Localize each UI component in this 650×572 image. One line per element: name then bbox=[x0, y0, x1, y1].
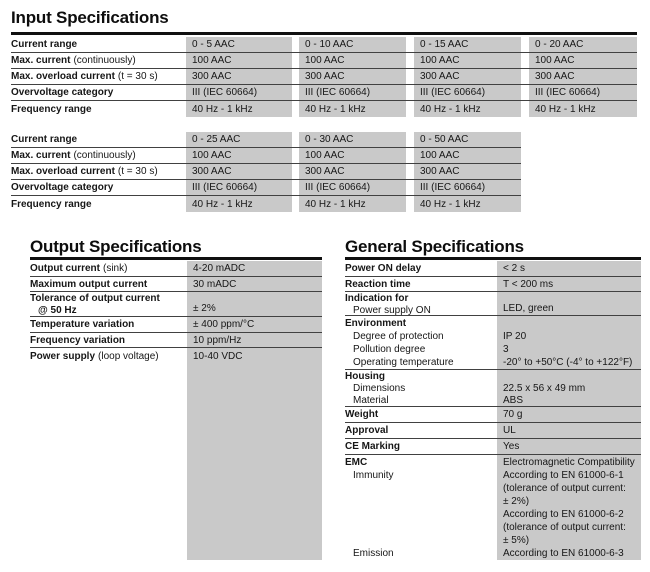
cell-value: ± 400 ppm/°C bbox=[193, 319, 255, 330]
cell-value: 0 - 5 AAC bbox=[186, 37, 292, 52]
row-group-heading: Environment bbox=[345, 318, 407, 329]
cell-value: ± 5%) bbox=[503, 535, 530, 546]
table-row bbox=[11, 53, 637, 69]
output-title-rule bbox=[30, 257, 322, 260]
cell-value: 100 AAC bbox=[292, 53, 406, 68]
cell-value-blank bbox=[503, 317, 641, 330]
cell-value: UL bbox=[503, 425, 516, 436]
row-label bbox=[30, 292, 187, 317]
cell-value: 300 AAC bbox=[186, 69, 292, 84]
cell-value: 0 - 30 AAC bbox=[292, 132, 406, 147]
table-row bbox=[345, 439, 641, 455]
cell-value: 30 mADC bbox=[193, 278, 237, 290]
cell-value: 0 - 20 AAC bbox=[521, 37, 637, 52]
cell-value: 100 AAC bbox=[186, 53, 292, 68]
table-row bbox=[345, 261, 641, 277]
cell-value: 300 AAC bbox=[292, 164, 406, 179]
cell-value: 70 g bbox=[503, 409, 523, 420]
table-row bbox=[30, 277, 322, 292]
table-row bbox=[11, 69, 637, 85]
table-row bbox=[11, 148, 521, 164]
cell-value: IP 20 bbox=[503, 331, 527, 342]
row-label: Power ON delay bbox=[345, 263, 422, 274]
row-label-bold: Temperature variation bbox=[30, 319, 135, 330]
cell-value: According to EN 61000-6-3 bbox=[503, 548, 624, 559]
row-label: CE Marking bbox=[345, 441, 401, 452]
row-label-bold: Frequency range bbox=[11, 198, 92, 210]
row-label bbox=[345, 316, 497, 369]
table-row bbox=[30, 317, 322, 333]
row-label-line2: @ 50 Hz bbox=[38, 305, 77, 316]
cell-value: 100 AAC bbox=[292, 148, 406, 163]
row-label bbox=[11, 69, 186, 84]
cell-value: 40 Hz - 1 kHz bbox=[521, 101, 637, 117]
row-label bbox=[11, 37, 186, 52]
row-sub-label: Dimensions bbox=[353, 383, 406, 394]
row-label-bold: Overvoltage category bbox=[11, 87, 114, 98]
row-label-blank bbox=[345, 482, 497, 495]
table-row bbox=[30, 292, 322, 317]
row-label bbox=[30, 277, 187, 291]
general-specifications-section bbox=[345, 237, 641, 560]
row-label: Reaction time bbox=[345, 278, 411, 290]
row-label bbox=[30, 333, 187, 347]
row-label bbox=[11, 180, 186, 195]
row-label-blank bbox=[345, 495, 497, 508]
row-label: Weight bbox=[345, 409, 379, 420]
row-label-blank bbox=[345, 521, 497, 534]
cell-value: 0 - 25 AAC bbox=[186, 132, 292, 147]
cell-value-blank bbox=[503, 371, 641, 383]
cell-value: -20° to +50°C (-4° to +122°F) bbox=[503, 357, 633, 368]
row-sub-label: Material bbox=[353, 395, 389, 406]
row-label bbox=[345, 455, 497, 560]
row-label bbox=[30, 261, 187, 276]
row-label-note: (t = 30 s) bbox=[117, 71, 158, 82]
cell-value: 300 AAC bbox=[406, 69, 521, 84]
row-label bbox=[345, 292, 497, 317]
row-label bbox=[11, 148, 186, 163]
cell-value: 100 AAC bbox=[406, 53, 521, 68]
output-specifications-title: Output Specifications bbox=[30, 237, 202, 256]
row-label bbox=[11, 196, 186, 212]
row-label bbox=[11, 53, 186, 68]
row-label-bold: Frequency variation bbox=[30, 334, 126, 346]
row-label: Approval bbox=[345, 425, 389, 436]
row-label bbox=[30, 348, 187, 364]
input-specifications-title: Input Specifications bbox=[11, 8, 169, 27]
cell-value: ± 2% bbox=[193, 303, 216, 314]
cell-value: < 2 s bbox=[503, 263, 525, 274]
row-sub-label: Degree of protection bbox=[353, 331, 444, 342]
output-specifications-section bbox=[30, 237, 322, 560]
cell-value: III (IEC 60664) bbox=[186, 180, 292, 195]
table-row bbox=[30, 348, 322, 364]
table-row bbox=[11, 132, 521, 148]
row-group-heading: EMC bbox=[345, 457, 368, 468]
table-row bbox=[11, 196, 521, 212]
input-specifications-section bbox=[11, 8, 637, 212]
cell-value: 0 - 50 AAC bbox=[406, 132, 521, 147]
table-row bbox=[11, 164, 521, 180]
row-label-line1: Tolerance of output current bbox=[30, 293, 160, 304]
cell-value: 3 bbox=[503, 344, 509, 355]
table-row bbox=[345, 455, 641, 560]
cell-value: 40 Hz - 1 kHz bbox=[406, 101, 521, 117]
general-table bbox=[345, 261, 641, 560]
row-label-note: (sink) bbox=[103, 263, 128, 274]
table-row bbox=[345, 370, 641, 407]
cell-value: III (IEC 60664) bbox=[292, 180, 406, 195]
row-label-bold: Output current bbox=[30, 263, 100, 274]
row-label-bold: Max. current bbox=[11, 55, 71, 66]
row-label-bold: Max. overload current bbox=[11, 166, 115, 177]
row-label-blank bbox=[345, 534, 497, 547]
row-label-note: (continuously) bbox=[73, 150, 136, 161]
cell-value: Electromagnetic Compatibility bbox=[503, 457, 635, 468]
table-row bbox=[11, 180, 521, 196]
row-sub-label: Pollution degree bbox=[353, 344, 426, 355]
cell-value: According to EN 61000-6-2 bbox=[503, 509, 624, 520]
cell-value: 300 AAC bbox=[406, 164, 521, 179]
cell-value: 300 AAC bbox=[186, 164, 292, 179]
table-row bbox=[345, 292, 641, 316]
cell-value: 40 Hz - 1 kHz bbox=[186, 196, 292, 212]
cell-value: 40 Hz - 1 kHz bbox=[406, 196, 521, 212]
row-sub-label: Immunity bbox=[353, 470, 394, 481]
cell-value: 22.5 x 56 x 49 mm bbox=[503, 383, 586, 394]
cell-value: 4-20 mADC bbox=[193, 263, 246, 274]
cell-value: 40 Hz - 1 kHz bbox=[292, 101, 406, 117]
table-row bbox=[345, 407, 641, 423]
row-label bbox=[11, 164, 186, 179]
cell-value: III (IEC 60664) bbox=[406, 180, 521, 195]
cell-value-lines bbox=[497, 370, 641, 407]
cell-value: T < 200 ms bbox=[503, 278, 554, 290]
row-label-bold: Current range bbox=[11, 39, 78, 50]
cell-value: 0 - 15 AAC bbox=[406, 37, 521, 52]
cell-value: (tolerance of output current: bbox=[503, 483, 626, 494]
row-label-bold: Max. overload current bbox=[11, 71, 115, 82]
general-title-rule bbox=[345, 257, 641, 260]
cell-value: 40 Hz - 1 kHz bbox=[186, 101, 292, 117]
row-label-note: (t = 30 s) bbox=[117, 166, 158, 177]
row-label-note: (loop voltage) bbox=[98, 350, 159, 362]
cell-value: 100 AAC bbox=[521, 53, 637, 68]
cell-value: 10-40 VDC bbox=[193, 350, 243, 362]
cell-value: III (IEC 60664) bbox=[186, 85, 292, 100]
row-sub-label: Operating temperature bbox=[353, 357, 454, 368]
row-label-bold: Maximum output current bbox=[30, 278, 148, 290]
table-row bbox=[11, 101, 637, 117]
row-group-heading: Housing bbox=[345, 371, 385, 382]
cell-value: 300 AAC bbox=[292, 69, 406, 84]
row-label-bold: Max. current bbox=[11, 150, 71, 161]
row-label bbox=[11, 132, 186, 147]
general-specifications-title: General Specifications bbox=[345, 237, 524, 256]
table-row bbox=[11, 85, 637, 101]
cell-value: 100 AAC bbox=[406, 148, 521, 163]
row-label bbox=[30, 317, 187, 332]
row-label-line2: Power supply ON bbox=[353, 305, 431, 316]
row-label-bold: Overvoltage category bbox=[11, 182, 114, 193]
cell-value: 100 AAC bbox=[186, 148, 292, 163]
cell-value: 0 - 10 AAC bbox=[292, 37, 406, 52]
cell-value: III (IEC 60664) bbox=[292, 85, 406, 100]
cell-value: ± 2%) bbox=[503, 496, 530, 507]
cell-value: 40 Hz - 1 kHz bbox=[292, 196, 406, 212]
cell-value: Yes bbox=[503, 441, 520, 452]
row-label-bold: Frequency range bbox=[11, 103, 92, 115]
cell-value: III (IEC 60664) bbox=[521, 85, 637, 100]
input-table-ranges-5-20 bbox=[11, 37, 637, 117]
table-row bbox=[345, 423, 641, 439]
cell-value: (tolerance of output current: bbox=[503, 522, 626, 533]
table-row bbox=[345, 277, 641, 292]
row-label bbox=[11, 85, 186, 100]
row-label bbox=[11, 101, 186, 117]
table-row bbox=[30, 261, 322, 277]
row-label-line1: Indication for bbox=[345, 293, 409, 304]
cell-value: ABS bbox=[503, 395, 524, 406]
table-row bbox=[30, 333, 322, 348]
row-sub-label: Emission bbox=[353, 548, 394, 559]
cell-value: 10 ppm/Hz bbox=[193, 334, 242, 346]
cell-value: According to EN 61000-6-1 bbox=[503, 470, 624, 481]
row-label-bold: Current range bbox=[11, 134, 78, 145]
table-row bbox=[345, 316, 641, 370]
cell-value-lines bbox=[497, 455, 641, 560]
row-label-blank bbox=[345, 508, 497, 521]
cell-value-lines bbox=[497, 316, 641, 369]
input-table-ranges-25-50 bbox=[11, 132, 521, 212]
table-row bbox=[11, 37, 637, 53]
row-label-note: (continuously) bbox=[73, 55, 136, 66]
cell-value: 300 AAC bbox=[521, 69, 637, 84]
row-label-bold: Power supply bbox=[30, 350, 96, 362]
row-label bbox=[345, 370, 497, 407]
input-title-rule bbox=[11, 32, 637, 35]
cell-value: III (IEC 60664) bbox=[406, 85, 521, 100]
output-table bbox=[30, 261, 322, 560]
cell-value: LED, green bbox=[503, 303, 554, 314]
